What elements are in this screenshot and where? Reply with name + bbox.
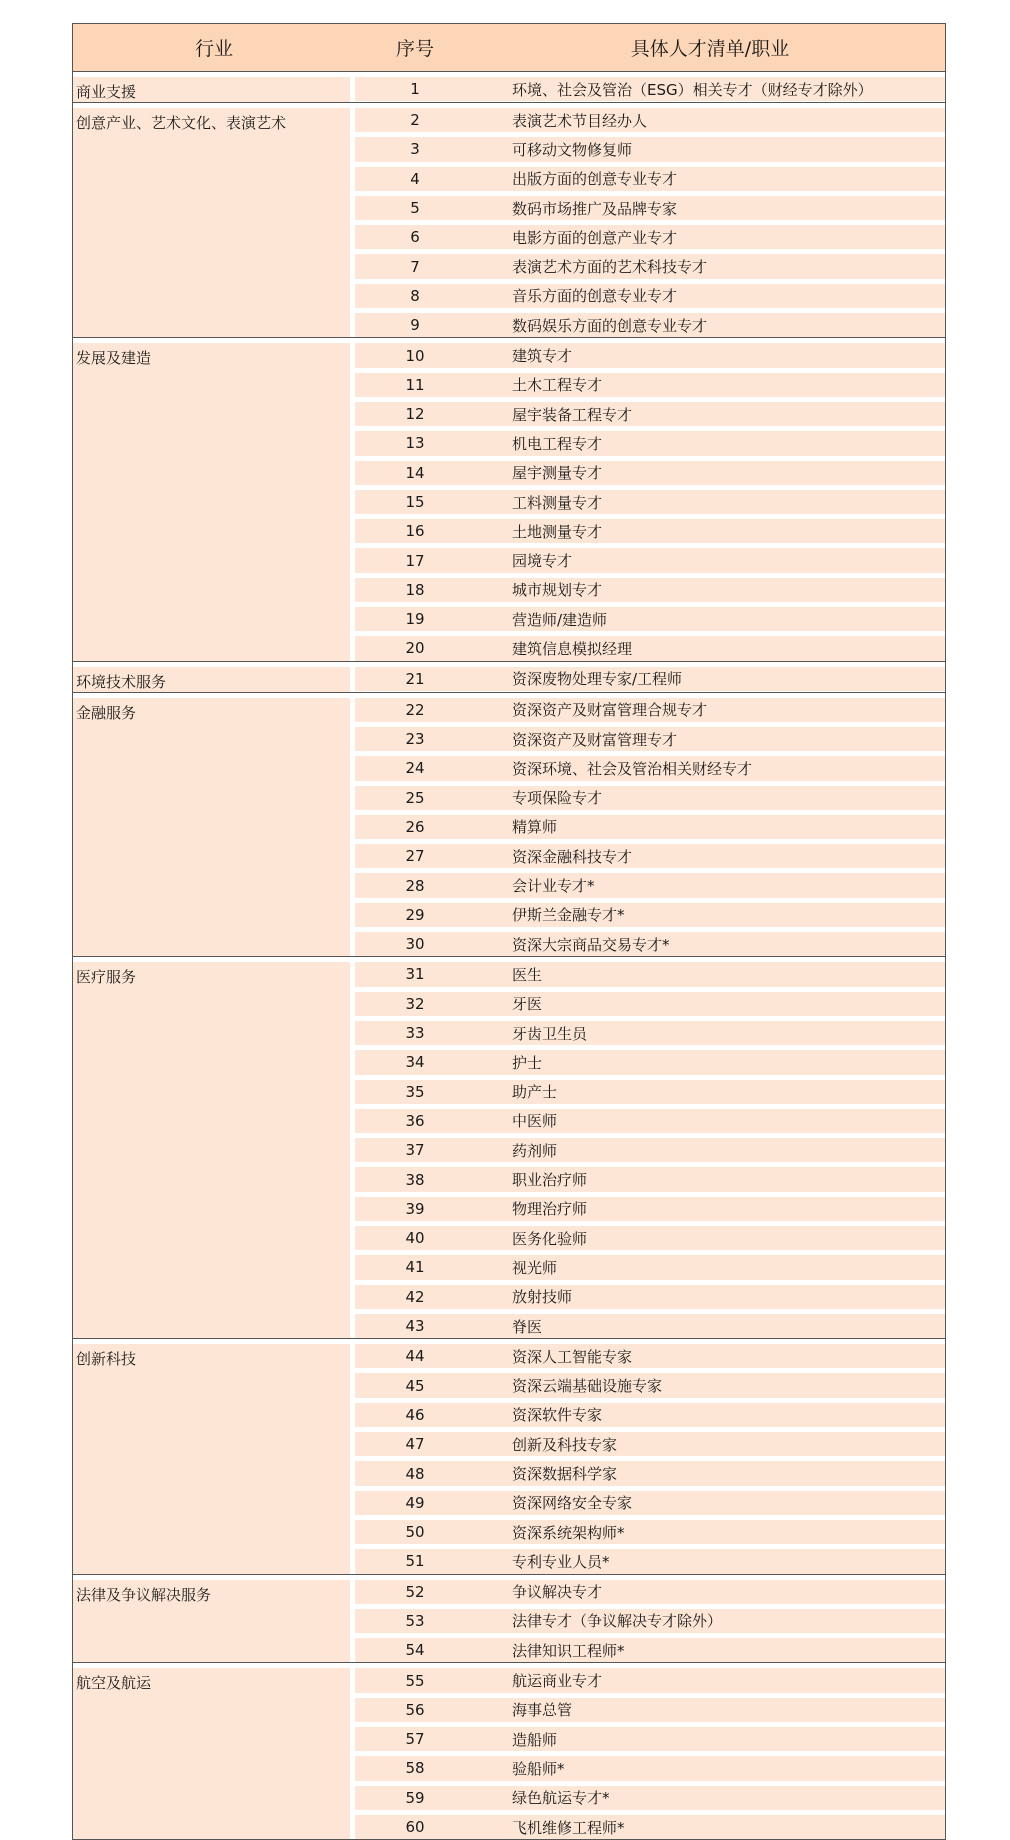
row-occupation: 土木工程专才 bbox=[512, 376, 603, 395]
row-occupation: 药剂师 bbox=[512, 1141, 558, 1160]
row-number: 15 bbox=[405, 493, 425, 511]
table-row bbox=[355, 693, 945, 722]
table-row bbox=[355, 781, 945, 810]
table-row bbox=[355, 1104, 945, 1133]
row-occupation: 数码市场推广及品牌专家 bbox=[512, 199, 678, 218]
table-row bbox=[355, 662, 945, 691]
row-occupation: 资深系统架构师* bbox=[512, 1523, 625, 1542]
industry-group bbox=[73, 662, 945, 693]
row-occupation: 飞机维修工程师* bbox=[512, 1818, 625, 1837]
industry-cell: 金融服务 bbox=[73, 698, 355, 957]
row-number: 28 bbox=[405, 876, 425, 895]
table-row bbox=[355, 631, 945, 660]
occupation-rows bbox=[355, 1339, 945, 1573]
row-number: 33 bbox=[405, 1024, 425, 1043]
row-number: 20 bbox=[405, 639, 425, 658]
row-number: 37 bbox=[405, 1141, 425, 1160]
table-row bbox=[355, 1192, 945, 1221]
row-number: 47 bbox=[405, 1435, 425, 1454]
row-occupation: 营造师/建造师 bbox=[512, 610, 608, 629]
row-number: 14 bbox=[405, 463, 425, 482]
row-number: 38 bbox=[405, 1170, 425, 1189]
industry-group bbox=[73, 1575, 945, 1664]
row-occupation: 资深软件专家 bbox=[512, 1406, 603, 1425]
occupation-rows bbox=[355, 957, 945, 1338]
row-occupation: 脊医 bbox=[512, 1317, 543, 1336]
row-occupation: 护士 bbox=[512, 1053, 543, 1072]
table-row bbox=[355, 1722, 945, 1751]
row-number: 39 bbox=[405, 1199, 425, 1218]
row-occupation: 表演艺术节目经办人 bbox=[512, 111, 648, 130]
table-row bbox=[355, 1575, 945, 1604]
row-occupation: 法律专才（争议解决专才除外） bbox=[512, 1612, 723, 1631]
table-row bbox=[355, 338, 945, 367]
table-row bbox=[355, 898, 945, 927]
row-number: 4 bbox=[410, 169, 420, 188]
table-row bbox=[355, 368, 945, 397]
row-number: 13 bbox=[405, 434, 425, 453]
row-number: 54 bbox=[405, 1641, 425, 1660]
row-occupation: 表演艺术方面的艺术科技专才 bbox=[512, 258, 708, 277]
table-row bbox=[355, 1604, 945, 1633]
industry-cell: 发展及建造 bbox=[73, 343, 355, 660]
row-occupation: 专利专业人员* bbox=[512, 1552, 610, 1571]
table-row bbox=[355, 839, 945, 868]
row-number: 9 bbox=[410, 316, 420, 335]
row-occupation: 专项保险专才 bbox=[512, 789, 603, 808]
header-number: 序号 bbox=[395, 38, 434, 60]
row-number: 44 bbox=[405, 1347, 425, 1366]
row-number: 29 bbox=[405, 905, 425, 924]
row-occupation: 城市规划专才 bbox=[512, 581, 603, 600]
table-row bbox=[355, 1075, 945, 1104]
row-occupation: 数码娱乐方面的创意专业专才 bbox=[512, 316, 708, 335]
row-occupation: 资深人工智能专家 bbox=[512, 1347, 633, 1366]
row-occupation: 航运商业专才 bbox=[512, 1672, 603, 1691]
row-number: 57 bbox=[405, 1730, 425, 1749]
table-row bbox=[355, 162, 945, 191]
table-row bbox=[355, 1016, 945, 1045]
table-row bbox=[355, 132, 945, 161]
table-row bbox=[355, 1045, 945, 1074]
occupation-rows bbox=[355, 662, 945, 692]
row-number: 16 bbox=[405, 522, 425, 541]
row-number: 17 bbox=[405, 551, 425, 570]
row-occupation: 海事总管 bbox=[512, 1701, 573, 1720]
row-number: 36 bbox=[405, 1111, 425, 1130]
table-row bbox=[355, 1663, 945, 1692]
row-occupation: 资深大宗商品交易专才* bbox=[512, 935, 670, 954]
table-body bbox=[73, 72, 945, 1839]
row-number: 45 bbox=[405, 1376, 425, 1395]
row-number: 46 bbox=[405, 1405, 425, 1424]
table-row bbox=[355, 1250, 945, 1279]
table-row bbox=[355, 456, 945, 485]
row-number: 21 bbox=[405, 669, 425, 688]
table-row bbox=[355, 397, 945, 426]
row-occupation: 工料测量专才 bbox=[512, 493, 603, 512]
table-row bbox=[355, 602, 945, 631]
row-number: 34 bbox=[405, 1053, 425, 1072]
table-header bbox=[73, 24, 945, 72]
table-row bbox=[355, 1427, 945, 1456]
industry-cell: 商业支援 bbox=[73, 77, 355, 102]
row-number: 19 bbox=[405, 610, 425, 629]
row-number: 48 bbox=[405, 1464, 425, 1483]
table-row bbox=[355, 1280, 945, 1309]
row-occupation: 可移动文物修复师 bbox=[512, 140, 633, 159]
row-number: 52 bbox=[405, 1582, 425, 1601]
row-number: 27 bbox=[405, 847, 425, 866]
row-occupation: 资深网络安全专家 bbox=[512, 1494, 633, 1513]
row-occupation: 会计业专才* bbox=[512, 877, 595, 896]
row-occupation: 资深数据科学家 bbox=[512, 1465, 618, 1483]
industry-group bbox=[73, 103, 945, 338]
row-number: 50 bbox=[405, 1523, 425, 1542]
row-occupation: 屋宇装备工程专才 bbox=[512, 405, 633, 424]
row-number: 12 bbox=[405, 405, 425, 424]
table-row bbox=[355, 1456, 945, 1485]
talent-list-table bbox=[72, 23, 946, 1840]
table-row bbox=[355, 1544, 945, 1573]
occupation-rows bbox=[355, 338, 945, 660]
row-number: 42 bbox=[405, 1287, 425, 1306]
row-number: 49 bbox=[405, 1493, 425, 1512]
header-occupation: 具体人才清单/职业 bbox=[630, 38, 790, 60]
row-occupation: 牙齿卫生员 bbox=[512, 1024, 588, 1043]
occupation-rows bbox=[355, 1575, 945, 1663]
table-row bbox=[355, 72, 945, 101]
industry-cell: 创意产业、艺术文化、表演艺术 bbox=[73, 108, 355, 337]
row-number: 8 bbox=[410, 286, 420, 305]
row-occupation: 屋宇测量专才 bbox=[512, 464, 603, 483]
table-row bbox=[355, 751, 945, 780]
row-occupation: 音乐方面的创意专业专才 bbox=[512, 287, 678, 306]
row-number: 11 bbox=[405, 375, 425, 394]
row-occupation: 牙医 bbox=[512, 995, 543, 1014]
row-occupation: 资深资产及财富管理专才 bbox=[512, 730, 678, 749]
row-occupation: 资深资产及财富管理合规专才 bbox=[512, 701, 708, 720]
industry-group bbox=[73, 957, 945, 1339]
industry-cell: 法律及争议解决服务 bbox=[73, 1580, 355, 1663]
row-number: 53 bbox=[405, 1611, 425, 1630]
row-occupation: 资深金融科技专才 bbox=[512, 847, 633, 866]
row-occupation: 电影方面的创意产业专才 bbox=[512, 228, 678, 247]
row-occupation: 造船师 bbox=[512, 1730, 558, 1749]
table-row bbox=[355, 220, 945, 249]
row-number: 10 bbox=[405, 346, 425, 365]
row-occupation: 创新及科技专家 bbox=[512, 1435, 618, 1454]
row-occupation: 法律知识工程师* bbox=[512, 1641, 625, 1660]
table-row bbox=[355, 279, 945, 308]
table-row bbox=[355, 957, 945, 986]
industry-group bbox=[73, 1339, 945, 1574]
row-number: 35 bbox=[405, 1082, 425, 1101]
occupation-rows bbox=[355, 72, 945, 102]
table-row bbox=[355, 1781, 945, 1810]
table-row bbox=[355, 485, 945, 514]
row-number: 25 bbox=[405, 788, 425, 807]
table-row bbox=[355, 191, 945, 220]
row-number: 60 bbox=[405, 1818, 425, 1837]
table-row bbox=[355, 868, 945, 897]
table-row bbox=[355, 987, 945, 1016]
row-number: 23 bbox=[405, 730, 425, 749]
row-number: 22 bbox=[405, 700, 425, 719]
table-row bbox=[355, 426, 945, 455]
row-occupation: 物理治疗师 bbox=[512, 1200, 588, 1219]
industry-cell: 医疗服务 bbox=[73, 962, 355, 1338]
industry-group bbox=[73, 693, 945, 958]
table-row bbox=[355, 543, 945, 572]
row-occupation: 资深废物处理专家/工程师 bbox=[512, 670, 683, 689]
table-row bbox=[355, 1368, 945, 1397]
row-occupation: 职业治疗师 bbox=[512, 1171, 588, 1190]
row-number: 30 bbox=[405, 935, 425, 954]
industry-group bbox=[73, 338, 945, 661]
table-row bbox=[355, 573, 945, 602]
table-row bbox=[355, 810, 945, 839]
row-occupation: 放射技师 bbox=[512, 1288, 573, 1307]
row-occupation: 绿色航运专才* bbox=[512, 1789, 610, 1808]
row-number: 26 bbox=[405, 817, 425, 836]
row-occupation: 医生 bbox=[512, 965, 543, 984]
row-number: 40 bbox=[405, 1229, 425, 1248]
table-row bbox=[355, 1398, 945, 1427]
row-number: 3 bbox=[410, 140, 420, 159]
row-number: 32 bbox=[405, 994, 425, 1013]
row-number: 51 bbox=[405, 1552, 425, 1571]
occupation-rows bbox=[355, 103, 945, 337]
row-occupation: 园境专才 bbox=[512, 552, 573, 571]
row-number: 2 bbox=[410, 111, 420, 130]
row-occupation: 争议解决专才 bbox=[512, 1583, 603, 1602]
table-row bbox=[355, 1339, 945, 1368]
industry-group bbox=[73, 1663, 945, 1839]
industry-cell: 航空及航运 bbox=[73, 1668, 355, 1839]
table-row bbox=[355, 1693, 945, 1722]
table-row bbox=[355, 1309, 945, 1338]
row-occupation: 资深云端基础设施专家 bbox=[512, 1377, 663, 1396]
row-number: 59 bbox=[405, 1788, 425, 1807]
row-occupation: 机电工程专才 bbox=[512, 434, 603, 453]
row-occupation: 医务化验师 bbox=[512, 1229, 588, 1248]
row-number: 58 bbox=[405, 1759, 425, 1778]
row-occupation: 建筑专才 bbox=[512, 347, 573, 366]
header-industry: 行业 bbox=[194, 38, 233, 60]
row-occupation: 精算师 bbox=[512, 818, 558, 837]
table-row bbox=[355, 1515, 945, 1544]
row-occupation: 资深环境、社会及管治相关财经专才 bbox=[512, 759, 753, 778]
row-number: 55 bbox=[405, 1671, 425, 1690]
table-row bbox=[355, 249, 945, 278]
table-row bbox=[355, 927, 945, 956]
row-number: 56 bbox=[405, 1700, 425, 1719]
row-occupation: 助产士 bbox=[512, 1083, 558, 1102]
table-row bbox=[355, 514, 945, 543]
row-number: 24 bbox=[405, 759, 425, 778]
industry-cell: 环境技术服务 bbox=[73, 667, 355, 692]
table-row bbox=[355, 1162, 945, 1191]
row-occupation: 验船师* bbox=[512, 1759, 565, 1778]
occupation-rows bbox=[355, 1663, 945, 1839]
table-row bbox=[355, 1751, 945, 1780]
table-row bbox=[355, 1486, 945, 1515]
table-row bbox=[355, 1633, 945, 1662]
row-number: 31 bbox=[405, 965, 425, 984]
row-number: 5 bbox=[410, 199, 420, 218]
row-occupation: 视光师 bbox=[512, 1258, 558, 1277]
occupation-rows bbox=[355, 693, 945, 957]
row-number: 1 bbox=[410, 80, 420, 99]
industry-cell: 创新科技 bbox=[73, 1344, 355, 1573]
row-number: 7 bbox=[410, 257, 420, 276]
industry-group bbox=[73, 72, 945, 103]
table-row bbox=[355, 1133, 945, 1162]
row-occupation: 建筑信息模拟经理 bbox=[512, 639, 633, 658]
row-occupation: 土地测量专才 bbox=[512, 522, 603, 541]
row-number: 43 bbox=[405, 1317, 425, 1336]
table-row bbox=[355, 103, 945, 132]
row-number: 18 bbox=[405, 580, 425, 599]
table-row bbox=[355, 722, 945, 751]
row-occupation: 环境、社会及管治（ESG）相关专才（财经专才除外） bbox=[512, 80, 873, 99]
row-occupation: 中医师 bbox=[512, 1112, 558, 1131]
row-occupation: 出版方面的创意专业专才 bbox=[512, 170, 678, 189]
row-number: 6 bbox=[410, 228, 420, 247]
table-row bbox=[355, 308, 945, 337]
row-occupation: 伊斯兰金融专才* bbox=[512, 906, 625, 925]
row-number: 41 bbox=[405, 1258, 425, 1277]
table-row bbox=[355, 1221, 945, 1250]
